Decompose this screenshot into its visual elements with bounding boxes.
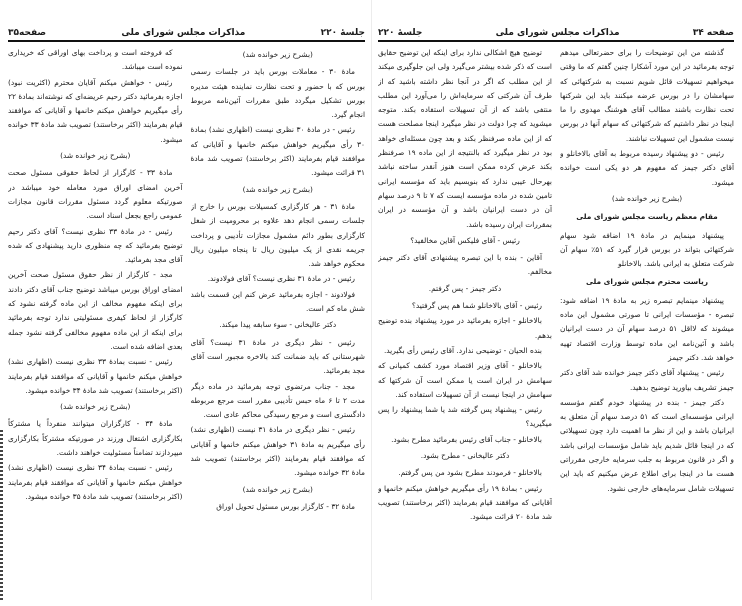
speaker-paragraph: بالاخانلو - آقای وزیر اقتصاد مورد کشف کمپانی که سهامش در ایران است یا ممکن است آن شرکتها که سهامش در اینجا نیست از آن تسهیلات استفاده کند. <box>378 361 552 399</box>
right-page-columns <box>378 46 734 606</box>
continued-paragraph: توضیح هیچ اشکالی ندارد برای اینکه این توضیح حقایق است که ذکر شده بیشتر می‌گیرد ولی این جلوگیری میکند از این مطلب که اگر در آنجا نظر داشته باشید که از طرف آن شرکتی که سرمایه‌اش را می‌آورد این مطلب منتفی باشد که از آن تسهیلات استفاده بکند. متوجه میشوید که چرا دولت در نظر میگیرد اینجا مصلحت هست که از این ماده صرفنظر بکند و بعد چون مسئله‌ای خواهد بود در نظر میگیرد که بالنتیجه از این ماده ۱۹ صرفنظر بکند عرض کرده ممکن است هنوز آنقدر ساخته نباشد بهرحال عیبی ندارد که بنویسیم باید که مؤسسه ایرانی تامین شده در ماده مؤسسه ایست که ۷ تا ۹ درصد سهام آن در دست ایرانیان باشد و آن مؤسسه در ایران بمقررات ایران رسیده باشد. <box>378 48 552 229</box>
proposal-text: پیشنهاد مینمایم تبصره زیر به مادهٔ ۱۹ اضافه شود: تبصره - مؤسسات ایرانی تا صورتی مشمول این ماده میشوند که لااقل ۵۱ درصد سهام آن در دست ایرانیان باشد و آئین‌نامه این ماده توسط وزارت اقتصاد تهیه خواهد شد. دکتر جیمز <box>560 295 734 362</box>
publication-title: مذاکرات مجلس شورای ملی <box>495 28 620 38</box>
speaker-paragraph: رئیس - آقای بالاخانلو شما هم پس گرفتید؟ <box>411 301 542 311</box>
reading-note: (بشرح زیر خوانده شد) <box>611 193 683 203</box>
speaker-paragraph: بنده الحیان - توضیحی ندارد. آقای رئیس رأی بگیرید. <box>383 345 542 355</box>
proposal-addressee: ریاست محترم مجلس شورای ملی <box>585 277 709 287</box>
speaker-paragraph: بالاخانلو - اجازه بفرمائید در مورد پیشنهاد بنده توضیح بدهم. <box>378 316 552 340</box>
left-page <box>0 0 371 600</box>
speaker-paragraph: رئیس - دو پیشنهاد رسیده مربوط به آقای بالاخانلو و آقای دکتر جیمز که مفهوم هر دو یکی است خوانده میشود. <box>560 149 734 187</box>
article-32-text: مادهٔ ۳۲ - کارگزار بورس مسئول تحویل اوراق <box>216 501 355 511</box>
reading-note: (بشرح زیر خوانده شد) <box>242 50 313 59</box>
publication-title: مذاکرات مجلس شورای ملی <box>121 28 246 38</box>
left-page-running-head <box>8 28 365 42</box>
right-page-left-column <box>378 46 552 606</box>
speaker-paragraph: رئیس - در مادهٔ ۳۳ نظری نیست؟ آقای دکتر رحیم توضیح بفرمائید که چه منظوری دارید پیشنهادی که شده آقای مجد بفرمائید. <box>8 226 183 265</box>
session-number: جلسهٔ ۲۲۰ <box>320 28 365 38</box>
speaker-paragraph: بالاخانلو - جناب آقای رئیس بفرمائید مطرح بشود. <box>391 434 542 444</box>
reading-note: (بشرح زیر خوانده شد) <box>60 402 131 412</box>
speaker-paragraph: رئیس - نظر دیگری در مادهٔ ۳۱ نیست؟ آقای شهرستانی که باید ضمانت کند بالاخره مجبور است آقای مجد بفرمائید. <box>190 337 365 376</box>
continued-paragraph: که فروخته است و پرداخت بهای اوراقی که خریداری نموده است میباشد. <box>8 48 183 72</box>
speaker-paragraph: رئیس - خواهش میکنم آقایان محترم (اکثریت نبود) اجازه بفرمائید دکتر رحیم عریضه‌ای که نوشته‌اند بمادهٔ ۲۲ رأی میگیریم خواهش میکنم خانمها و آقایانی که موافقند قیام بفرمایند (اکثر برخاستند) تصویب شد مادهٔ ۳۳ خوانده میشود. <box>8 77 183 144</box>
reading-note: (بشرح زیر خوانده شد) <box>242 184 313 194</box>
speaker-paragraph: رئیس - نسبت بمادهٔ ۳۳ نظری نیست (اظهاری نشد) خواهش میکنم خانمها و آقایانی که موافقند قیام بفرمایند (اکثر برخاستند) تصویب شد مادهٔ ۳۴ خوانده میشود. <box>8 357 183 395</box>
article-30-text: مادهٔ ۳۰ - معاملات بورس باید در جلسات رسمی بورس که با حضور و تحت نظارت نماینده هیئت مدیره بورس تشکیل میگردد طبق مقررات آئین‌نامه مربوط انجام گیرد. <box>190 67 365 120</box>
speaker-paragraph: رئیس - پیشنهاد آقای دکتر جیمز خوانده شد آقای دکتر جیمز تشریف بیاورید توضیح بدهید. <box>560 368 734 392</box>
reading-note: (بشرح زیر خوانده شد) <box>242 484 313 494</box>
article-34-text: مادهٔ ۳۴ - کارگزاران میتوانند منفرداً یا مشترکاً بکارگزاری اشتغال ورزند در صورتیکه مشترکاً بکارگزاری میپردازند تضامناً مسئولیت خواهند داشت. <box>8 419 183 458</box>
speaker-paragraph: دکتر جیمز - بنده در پیشنهاد خودم گفتم مؤسسه ایرانی مؤسسه‌ای است که ۵۱ درصد سهام آن متعلق به ایرانیان باشد و این از نظر ما اهمیت دارد چون تسهیلاتی که در اینجا قائل شدیم باید شامل مؤسسات ایرانی باشد و اگر در قانون مربوط به جلب سرمایه خارجی مقرراتی هست ما در اینجا برای اطلاع عرض میکنیم که باید این تسهیلات شامل سرمایه‌های خارجی نشود. <box>560 397 734 493</box>
speaker-paragraph: مجد - کارگزار از نظر حقوق مسئول صحت آخرین امضای اوراق بورس میباشد توضیح جناب آقای دکتر دادند برای اینکه مفهوم مخالف از این ماده گرفته نشود که کارگزار از لحاظ کیفری مسئولیتی ندارد توجه بفرمائید برای اینکه از این ماده مفهوم مخالفی گرفته نشود جمله بعدی اضافه شده است. <box>8 270 183 351</box>
speaker-paragraph: رئیس - پیشنهاد پس گرفته شد یا شما پیشنهاد را پس میگیرید؟ <box>378 405 552 429</box>
proposal-addressee: مقام معظم ریاست مجلس شورای ملی <box>576 212 718 222</box>
speaker-paragraph: رئیس - در مادهٔ ۳۱ نظری نیست؟ آقای فولادوند. <box>207 274 355 284</box>
left-page-columns <box>8 46 365 606</box>
continued-paragraph: گذشته من این توضیحات را برای حضرتعالی میدهم توجه بفرمائید در این مورد آشکارا چنین گفتم که ما وقتی میخواهیم تسهیلات قائل شویم نسبت به شرکتهائی که سهامشان را در بورس عرضه میکنند باید این شرکتها تحت نظارت باشند مطالب آقای هوشنگ مهدوی را ما اینجا در نظر داشتیم که شرکتهائی که سهام آنها در بورس نیست مشمول این تسهیلات نباشند. <box>560 48 734 143</box>
speaker-paragraph: رئیس - آقای فلیکس آقاین مخالفید؟ <box>410 235 520 245</box>
scan-edge-artifact <box>0 430 3 600</box>
speaker-paragraph: رئیس - در مادهٔ ۳۰ نظری نیست (اظهاری نشد) بمادهٔ ۳۰ رأی میگیریم خواهش میکنم خانمها و آقایانی که موافقند قیام بفرمایند (اکثر برخاستند) تصویب شد مادهٔ ۳۱ قرائت میشود. <box>190 125 365 178</box>
session-number: جلسهٔ ۲۲۰ <box>378 28 423 38</box>
reading-note: (بشرح زیر خوانده شد) <box>60 151 131 161</box>
speaker-paragraph: رئیس - نسبت بمادهٔ ۳۴ نظری نیست (اظهاری نشد) خواهش میکنم خانمها و آقایانی که موافقند قیام بفرمایند (اکثر برخاستند) تصویب شد مادهٔ ۳۵ خوانده میشود. <box>8 463 183 501</box>
page-number: صفحه۳۵ <box>8 28 47 38</box>
article-31-text: مادهٔ ۳۱ - هر کارگزاری کمسیلات بورس را خارج از جلسات رسمی انجام دهد علاوه بر محرومیت از شغل کارگزاری بطور دائم مشمول مجازات تأدیبی و پرداخت جریمه نقدی از یک میلیون ریال تا پنجاه میلیون ریال محکوم خواهد شد. <box>190 201 365 269</box>
right-page <box>371 0 742 600</box>
speaker-paragraph: دکتر جیمز - پس گرفتم. <box>428 283 502 293</box>
speaker-paragraph: رئیس - بمادهٔ ۱۹ رأی میگیریم خواهش میکنم خانمها و آقایانی که موافقند قیام بفرمایند (اکثر برخاستند) تصویب شد مادهٔ ۲۰ قرائت میشود. <box>378 483 552 522</box>
proposal-text: پیشنهاد مینمایم در مادهٔ ۱۹ اضافه شود سهام شرکتهائی بتواند در بورس قرار گیرد که ۵۱٪ سهام آن شرکت متعلق به ایرانی باشد. بالاخانلو <box>560 230 734 269</box>
right-page-right-column <box>560 46 734 606</box>
speaker-paragraph: دکتر عالیخانی - مطرح بشود. <box>420 451 510 461</box>
speaker-paragraph: مجد - جناب مرتضوی توجه بفرمائید در ماده دیگر مدت ۲ تا ۶ ماه حبس تأدیبی مقرر است مرجع مربوطه دادگستری است و مرجع رسیدگی محاکم عادی است. <box>190 381 365 420</box>
speaker-paragraph: بالاخانلو - فرمودند مطرح بشود من پس گرفتم. <box>398 468 542 478</box>
article-33-text: مادهٔ ۳۳ - کارگزار از لحاظ حقوقی مسئول صحت آخرین امضای اوراق مورد معامله خود میباشد در صورتیکه معلوم گردد مسئول مقررات قانون مجازات عمومی راجع بجعل اسناد است. <box>8 168 183 221</box>
speaker-paragraph: فولادوند - اجازه بفرمائید عرض کنم این قسمت باشد شش ماه کم است. <box>190 289 365 314</box>
page-number: صفحه ۳۴ <box>692 28 734 38</box>
right-page-running-head <box>378 28 734 42</box>
left-page-right-column <box>191 46 366 606</box>
speaker-paragraph: آقاین - بنده با این تبصره پیشنهادی آقای دکتر جیمز مخالفم. <box>378 253 552 277</box>
speaker-paragraph: دکتر عالیخانی - سوء سابقه پیدا میکند. <box>219 320 337 330</box>
speaker-paragraph: رئیس - نظر دیگری در مادهٔ ۳۱ نیست (اظهاری نشد) رأی میگیریم به مادهٔ ۳۱ خواهش میکنم خانمها و آقایانی که موافقند قیام بفرمایند (اکثر برخاستند) تصویب شد مادهٔ ۳۲ خوانده میشود. <box>190 425 365 478</box>
left-page-left-column <box>8 46 183 606</box>
